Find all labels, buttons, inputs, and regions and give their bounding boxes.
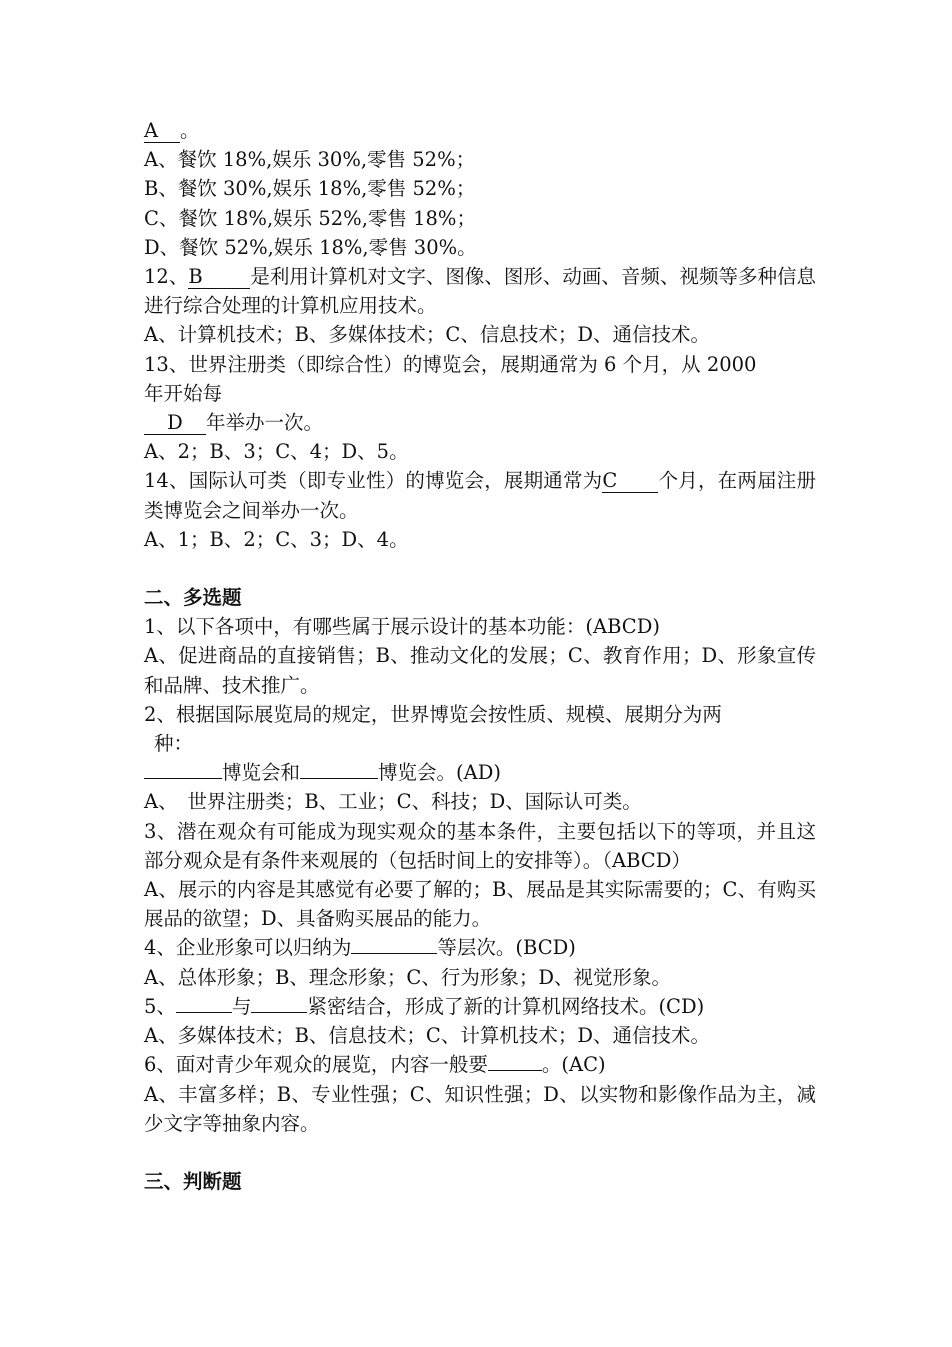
q12-question [144, 262, 816, 320]
mc-q4-blank [351, 953, 437, 954]
mc-q4-question [144, 933, 816, 962]
mc-q6-text-pre: 6、面对青少年观众的展览，内容一般要 [144, 1053, 488, 1077]
mc-q2-blank-line [144, 758, 816, 787]
q12-number: 12、 [144, 265, 189, 289]
mc-q6-text-end: 。(AC) [541, 1053, 606, 1077]
mc-q2-options: A、 世界注册类；B、工业；C、科技；D、国际认可类。 [144, 790, 642, 814]
mc-q3-options: A、展示的内容是其感觉有必要了解的；B、展品是其实际需要的；C、有购买展品的欲望；D、具备购买展品的能力。 [144, 878, 816, 931]
mc-q4-text-end: 等层次。(BCD) [437, 936, 576, 960]
mc-q5-options: A、多媒体技术；B、信息技术；C、计算机技术；D、通信技术。 [144, 1024, 710, 1048]
mc-q6-blank [488, 1070, 542, 1071]
q13-options: A、2；B、3；C、4；D、5。 [144, 440, 409, 464]
mc-q5-number: 5、 [144, 994, 176, 1018]
mc-q1-options: A、促进商品的直接销售；B、推动文化的发展；C、教育作用；D、形象宣传和品牌、技术推广。 [144, 644, 816, 697]
q13-question-line2: 年开始每 [144, 381, 223, 405]
mc-q5-blank-2 [251, 1012, 307, 1013]
q13-answer-blank: D [144, 412, 206, 435]
q14-question [144, 466, 816, 524]
q11-answer-blank: A [144, 120, 180, 143]
mc-q2-question-line2: 种： [154, 732, 194, 756]
q12-options: A、计算机技术；B、多媒体技术；C、信息技术；D、通信技术。 [144, 323, 710, 347]
q13-question-line1: 13、世界注册类（即综合性）的博览会，展期通常为 6 个月，从 2000 [144, 352, 757, 376]
mc-q2-end-text: 博览会。(AD) [378, 761, 501, 785]
mc-q5-question [144, 992, 816, 1021]
q11-option-c: C、餐饮 18%,娱乐 52%,零售 18%； [144, 206, 476, 230]
mc-q5-blank-1 [176, 1012, 232, 1013]
q14-options: A、1；B、2；C、3；D、4。 [144, 527, 409, 551]
page-content [144, 116, 816, 1196]
mc-q2-mid-text: 博览会和 [222, 761, 301, 785]
mc-q3-question: 3、潜在观众有可能成为现实观众的基本条件，主要包括以下的等项，并且这部分观众是有条件来观展的（包括时间上的安排等）。（ABCD） [144, 819, 816, 872]
q14-text-rest: 个月，在两届注册类博览会之间举办一次。 [144, 469, 816, 522]
mc-q6-question [144, 1050, 816, 1079]
q12-text: 是利用计算机对文字、图像、图形、动画、音频、视频等多种信息进行综合处理的计算机应用技术。 [144, 265, 816, 318]
mc-q5-mid-text: 与 [231, 994, 252, 1018]
q14-answer-blank: C [602, 470, 658, 493]
mc-q2-blank-2 [300, 778, 378, 779]
q11-answer-end: 。 [180, 119, 200, 142]
mc-q6-options: A、丰富多样；B、专业性强；C、知识性强；D、以实物和影像作品为主，减少文字等抽象内容。 [144, 1082, 816, 1135]
mc-q2-blank-1 [144, 778, 222, 779]
mc-q4-options: A、总体形象；B、理念形象；C、行为形象；D、视觉形象。 [144, 965, 671, 989]
section-true-false-title: 三、判断题 [144, 1169, 242, 1193]
q11-option-a: A、餐饮 18%,娱乐 30%,零售 52%； [144, 148, 476, 172]
q11-answer-line [144, 116, 816, 145]
q13-answer-line [144, 408, 816, 437]
q13-answer-text: 年举办一次。 [206, 411, 324, 435]
q11-option-b: B、餐饮 30%,娱乐 18%,零售 52%； [144, 177, 476, 201]
q12-answer-blank: B [188, 266, 250, 289]
section-multiple-choice-title: 二、多选题 [144, 586, 242, 610]
mc-q4-text-pre: 4、企业形象可以归纳为 [144, 936, 352, 960]
mc-q2-question-line1: 2、根据国际展览局的规定，世界博览会按性质、规模、展期分为两 [144, 702, 722, 726]
mc-q1-question: 1、以下各项中，有哪些属于展示设计的基本功能：(ABCD) [144, 615, 660, 639]
q11-option-d: D、餐饮 52%,娱乐 18%,零售 30%。 [144, 235, 477, 259]
mc-q5-text-end: 紧密结合，形成了新的计算机网络技术。(CD) [307, 994, 705, 1018]
q14-text-pre: 14、国际认可类（即专业性）的博览会，展期通常为 [144, 469, 603, 493]
